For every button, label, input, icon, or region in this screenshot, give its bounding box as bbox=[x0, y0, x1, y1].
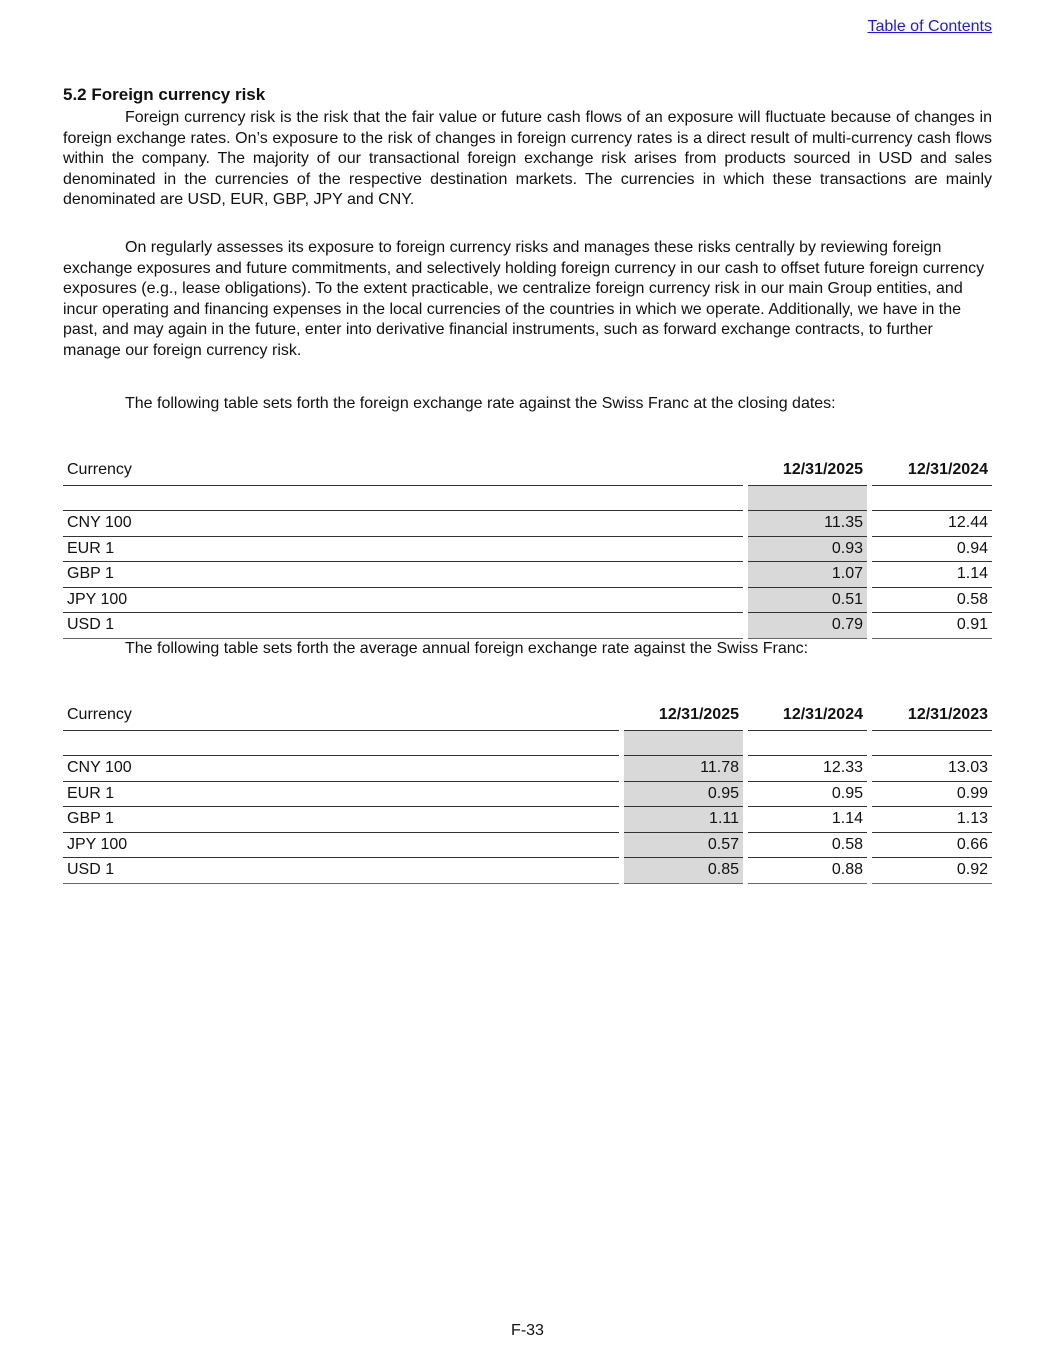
value-cell: 1.11 bbox=[624, 807, 743, 833]
column-header-2025: 12/31/2025 bbox=[748, 458, 867, 486]
table-header-row bbox=[63, 703, 992, 731]
currency-cell: EUR 1 bbox=[63, 782, 619, 808]
currency-cell: JPY 100 bbox=[63, 833, 619, 859]
value-cell: 1.14 bbox=[872, 562, 992, 588]
column-header-currency: Currency bbox=[63, 458, 743, 486]
table-row bbox=[63, 807, 992, 833]
value-cell: 0.95 bbox=[748, 782, 867, 808]
page-number: F-33 bbox=[511, 1322, 544, 1339]
value-cell: 1.07 bbox=[748, 562, 867, 588]
table-spacer-row bbox=[63, 731, 992, 757]
currency-cell: GBP 1 bbox=[63, 807, 619, 833]
currency-cell: GBP 1 bbox=[63, 562, 743, 588]
value-cell: 0.99 bbox=[872, 782, 992, 808]
value-cell: 1.14 bbox=[748, 807, 867, 833]
table-row bbox=[63, 588, 992, 614]
table-header-row bbox=[63, 458, 992, 486]
currency-cell: USD 1 bbox=[63, 613, 743, 639]
closing-rates-intro: The following table sets forth the foreign exchange rate against the Swiss Franc at the closing dates: bbox=[125, 394, 836, 412]
value-cell: 0.66 bbox=[872, 833, 992, 859]
table-row bbox=[63, 537, 992, 563]
value-cell: 0.94 bbox=[872, 537, 992, 563]
table-spacer-row bbox=[63, 486, 992, 512]
value-cell: 1.13 bbox=[872, 807, 992, 833]
value-cell: 0.51 bbox=[748, 588, 867, 614]
currency-cell: EUR 1 bbox=[63, 537, 743, 563]
paragraph-definition: Foreign currency risk is the risk that the fair value or future cash flows of an exposure will fluctuate because of changes in foreign exchange rates. On’s exposure to the risk of changes in foreign currency rates is a direct result of multi-currency cash flows within the company. The majority of our transactional foreign exchange risk arises from products sourced in USD and sales denominated in the currencies of the respective destination markets. The currencies in which these transactions are mainly denominated are USD, EUR, GBP, JPY and CNY. bbox=[63, 109, 992, 209]
table-row bbox=[63, 511, 992, 537]
value-cell: 12.33 bbox=[748, 756, 867, 782]
currency-cell: CNY 100 bbox=[63, 756, 619, 782]
section-title: 5.2 Foreign currency risk bbox=[63, 85, 266, 104]
table-row bbox=[63, 858, 992, 884]
value-cell: 0.91 bbox=[872, 613, 992, 639]
value-cell: 12.44 bbox=[872, 511, 992, 537]
value-cell: 0.57 bbox=[624, 833, 743, 859]
average-rates-intro: The following table sets forth the average annual foreign exchange rate against the Swiss Franc: bbox=[125, 639, 809, 657]
table-row bbox=[63, 613, 992, 639]
value-cell: 0.58 bbox=[872, 588, 992, 614]
currency-cell: CNY 100 bbox=[63, 511, 743, 537]
value-cell: 0.79 bbox=[748, 613, 867, 639]
value-cell: 0.92 bbox=[872, 858, 992, 884]
column-header-2023: 12/31/2023 bbox=[872, 703, 992, 731]
table-row bbox=[63, 562, 992, 588]
paragraph-risk-management: On regularly assesses its exposure to foreign currency risks and manages these risks centrally by reviewing foreign exchange exposures and future commitments, and selectively holding foreign currency in our cash to offset future foreign currency exposures (e.g., lease obligations). To the extent practicable, we centralize foreign currency risk in our main Group entities, and incur operating and financing expenses in the local currencies of the countries in which we operate. Additionally, we have in the past, and may again in the future, enter into derivative financial instruments, such as forward exchange contracts, to further manage our foreign currency risk. bbox=[63, 238, 985, 359]
page-content bbox=[63, 84, 992, 884]
table-of-contents-link[interactable]: Table of Contents bbox=[867, 18, 992, 35]
column-header-2025: 12/31/2025 bbox=[624, 703, 743, 731]
column-header-2024: 12/31/2024 bbox=[872, 458, 992, 486]
currency-cell: JPY 100 bbox=[63, 588, 743, 614]
value-cell: 0.85 bbox=[624, 858, 743, 884]
table-row bbox=[63, 756, 992, 782]
table-row bbox=[63, 782, 992, 808]
average-rates-table bbox=[63, 703, 992, 884]
table-row bbox=[63, 833, 992, 859]
value-cell: 0.95 bbox=[624, 782, 743, 808]
value-cell: 0.88 bbox=[748, 858, 867, 884]
currency-cell: USD 1 bbox=[63, 858, 619, 884]
column-header-2024: 12/31/2024 bbox=[748, 703, 867, 731]
closing-rates-table bbox=[63, 458, 992, 639]
column-header-currency: Currency bbox=[63, 703, 619, 731]
value-cell: 11.78 bbox=[624, 756, 743, 782]
value-cell: 11.35 bbox=[748, 511, 867, 537]
value-cell: 13.03 bbox=[872, 756, 992, 782]
value-cell: 0.93 bbox=[748, 537, 867, 563]
value-cell: 0.58 bbox=[748, 833, 867, 859]
